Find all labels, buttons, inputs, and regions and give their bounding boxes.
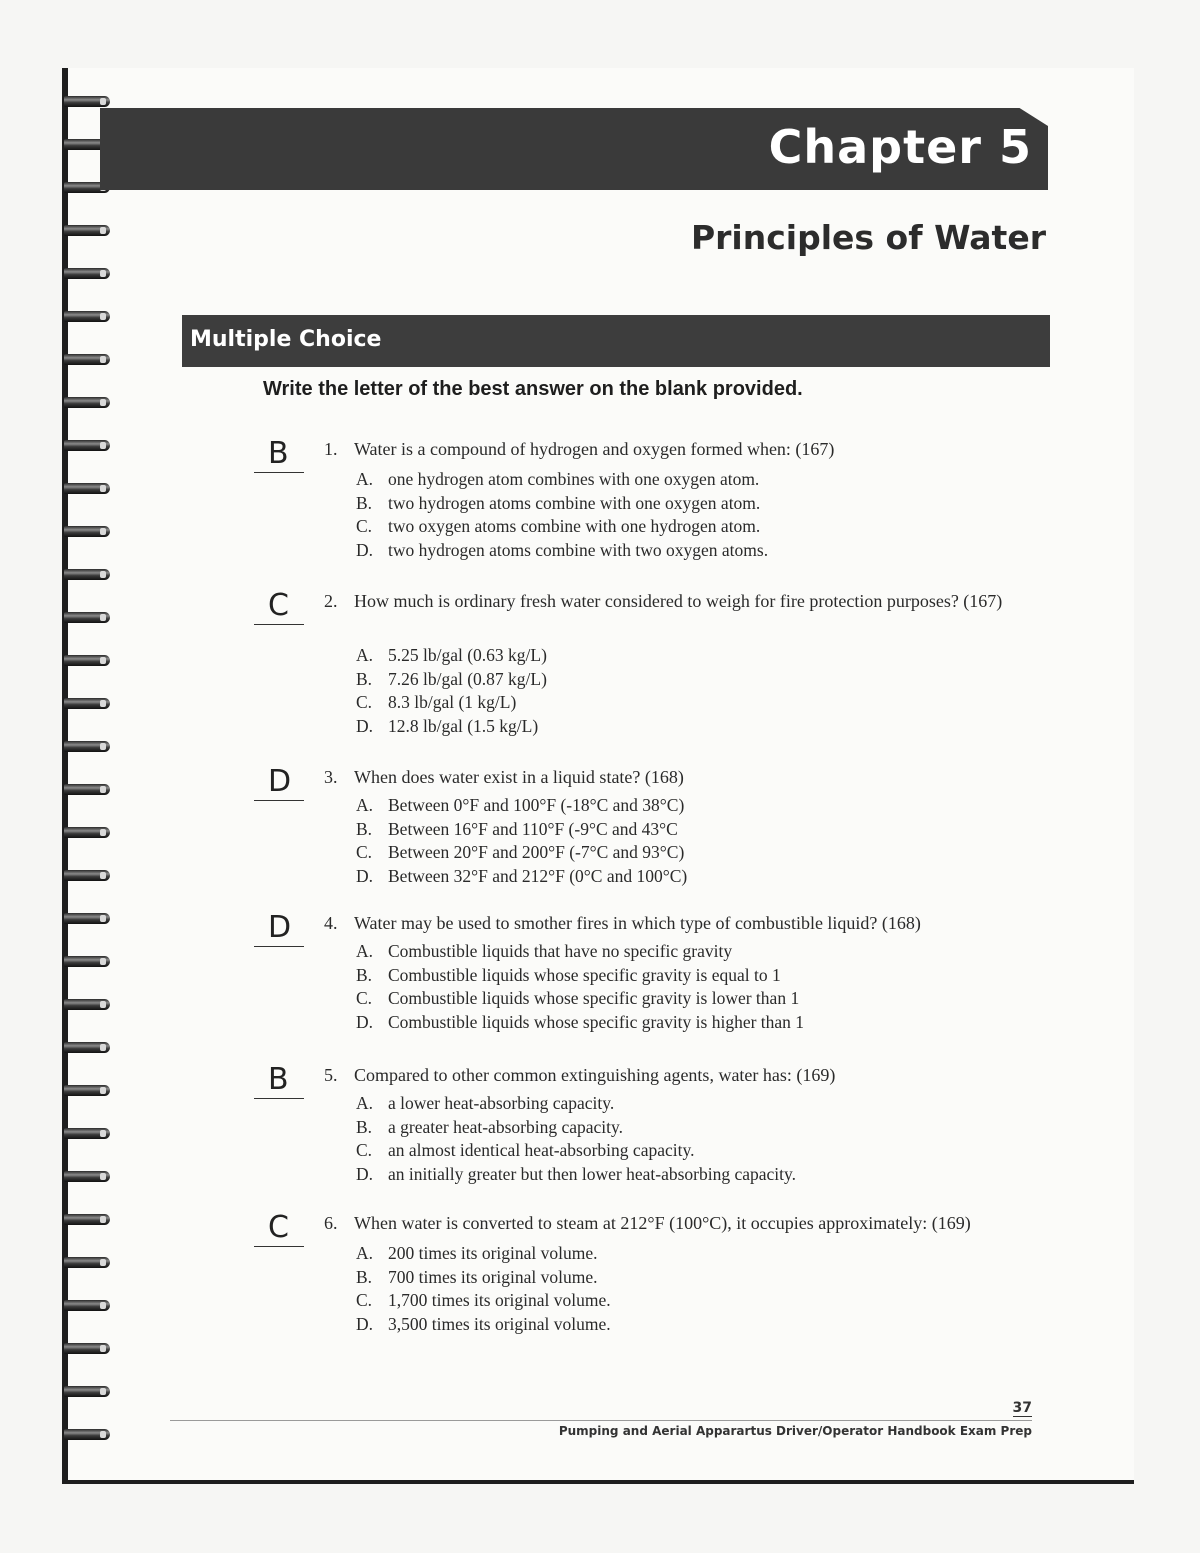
handwritten-answer: B bbox=[268, 1062, 289, 1097]
option-a: A. Between 0°F and 100°F (-18°C and 38°C) bbox=[356, 795, 685, 815]
question-number: 2. bbox=[324, 591, 338, 611]
option-b: B. 7.26 lb/gal (0.87 kg/L) bbox=[356, 668, 547, 689]
spiral-binding bbox=[64, 96, 114, 1456]
handwritten-answer: D bbox=[268, 764, 292, 799]
option-b: B. Combustible liquids whose specific gravity is equal to 1 bbox=[356, 964, 781, 985]
question-text: Water may be used to smother fires in which type of combustible liquid? (168) bbox=[354, 913, 921, 933]
handwritten-answer: D bbox=[268, 910, 292, 945]
option-c: C. Between 20°F and 200°F (-7°C and 93°C) bbox=[356, 842, 685, 862]
book-title-footer: Pumping and Aerial Apparartus Driver/Operator Handbook Exam Prep bbox=[558, 1424, 1032, 1438]
instructions: Write the letter of the best answer on the blank provided. bbox=[263, 378, 803, 400]
chapter-subtitle: Principles of Water bbox=[690, 218, 1046, 257]
footer-rule bbox=[170, 1420, 1032, 1421]
options-list bbox=[356, 940, 804, 1034]
answer-blank[interactable] bbox=[254, 436, 304, 473]
section-banner bbox=[182, 315, 1050, 367]
handwritten-answer: B bbox=[268, 436, 289, 471]
options-list bbox=[356, 794, 687, 888]
option-c: C. 8.3 lb/gal (1 kg/L) bbox=[356, 692, 517, 712]
options-list bbox=[356, 1092, 796, 1186]
option-d: D. an initially greater but then lower heat-absorbing capacity. bbox=[356, 1163, 797, 1184]
option-a: A. one hydrogen atom combines with one oxygen atom. bbox=[356, 469, 760, 489]
option-a: A. 200 times its original volume. bbox=[356, 1243, 598, 1263]
question-number: 4. bbox=[324, 913, 338, 933]
question-text: Compared to other common extinguishing agents, water has: (169) bbox=[354, 1065, 836, 1085]
answer-blank[interactable] bbox=[254, 910, 304, 947]
option-c: C. two oxygen atoms combine with one hydrogen atom. bbox=[356, 516, 761, 536]
option-a: A. a lower heat-absorbing capacity. bbox=[356, 1093, 615, 1113]
question-text: When water is converted to steam at 212°F (100°C), it occupies approximately: (169) bbox=[354, 1213, 971, 1233]
options-list bbox=[356, 1242, 611, 1336]
option-b: B. Between 16°F and 110°F (-9°C and 43°C bbox=[356, 818, 678, 839]
option-c: C. Combustible liquids whose specific gravity is lower than 1 bbox=[356, 988, 800, 1008]
answer-blank[interactable] bbox=[254, 1062, 304, 1099]
section-title: Multiple Choice bbox=[190, 327, 382, 352]
option-d: D. 12.8 lb/gal (1.5 kg/L) bbox=[356, 715, 539, 736]
page-number: 37 bbox=[1012, 1400, 1032, 1416]
option-a: A. Combustible liquids that have no specific gravity bbox=[356, 941, 733, 961]
option-b: B. 700 times its original volume. bbox=[356, 1266, 598, 1287]
handwritten-answer: C bbox=[268, 1210, 289, 1245]
answer-blank[interactable] bbox=[254, 764, 304, 801]
options-list bbox=[356, 644, 547, 738]
question-text: How much is ordinary fresh water considered to weigh for fire protection purposes? (167) bbox=[354, 591, 1003, 611]
option-a: A. 5.25 lb/gal (0.63 kg/L) bbox=[356, 645, 547, 665]
handwritten-answer: C bbox=[268, 588, 289, 623]
question-text: Water is a compound of hydrogen and oxygen formed when: (167) bbox=[354, 439, 835, 459]
question-text: When does water exist in a liquid state? (168) bbox=[354, 767, 684, 787]
question-number: 1. bbox=[324, 439, 338, 459]
answer-blank[interactable] bbox=[254, 1210, 304, 1247]
question-number: 6. bbox=[324, 1213, 338, 1233]
option-c: C. 1,700 times its original volume. bbox=[356, 1290, 611, 1310]
option-c: C. an almost identical heat-absorbing capacity. bbox=[356, 1140, 695, 1160]
option-d: D. Combustible liquids whose specific gravity is higher than 1 bbox=[356, 1011, 805, 1032]
answer-blank[interactable] bbox=[254, 588, 304, 625]
option-b: B. a greater heat-absorbing capacity. bbox=[356, 1116, 623, 1137]
option-b: B. two hydrogen atoms combine with one oxygen atom. bbox=[356, 492, 761, 513]
question-number: 5. bbox=[324, 1065, 338, 1085]
option-d: D. 3,500 times its original volume. bbox=[356, 1313, 611, 1334]
question-number: 3. bbox=[324, 767, 338, 787]
options-list bbox=[356, 468, 768, 562]
chapter-title: Chapter 5 bbox=[768, 120, 1032, 174]
option-d: D. Between 32°F and 212°F (0°C and 100°C) bbox=[356, 865, 688, 886]
option-d: D. two hydrogen atoms combine with two oxygen atoms. bbox=[356, 539, 769, 560]
